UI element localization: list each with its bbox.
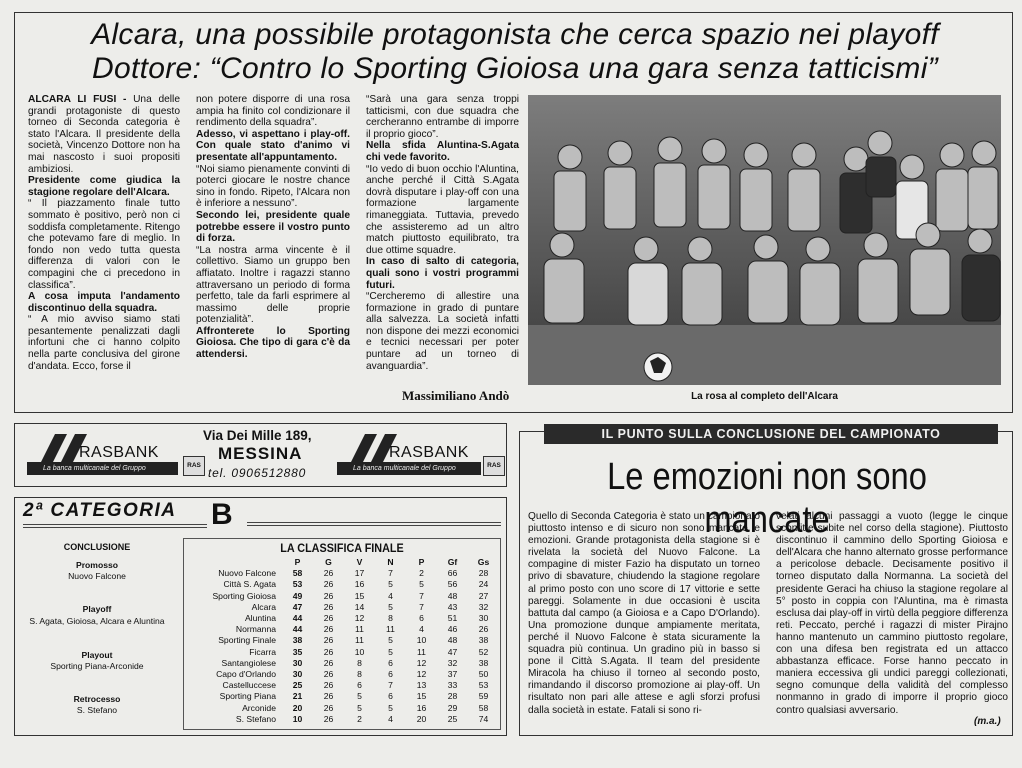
stat-cell: 26 [323, 635, 334, 646]
stat-cell: 25 [292, 680, 303, 691]
team-name: Ficarra [249, 646, 276, 657]
stat-cell: 2 [419, 568, 424, 579]
table-row [188, 613, 499, 624]
stat-cell: 26 [323, 680, 334, 691]
paragraph [28, 198, 180, 290]
paragraph [28, 314, 180, 371]
ad-phone: tel. 0906512880 [208, 466, 307, 480]
author-signature: Massimiliano Andò [402, 388, 510, 403]
column-header: Gf [447, 557, 458, 567]
ad-tagline-right: La banca multicanale del Gruppo [337, 462, 481, 475]
category-box [14, 497, 507, 736]
stat-cell: 17 [354, 568, 365, 579]
stat-cell: 15 [416, 691, 427, 702]
stat-cell: 37 [447, 669, 458, 680]
playout-value: Sporting Piana-Arconide [50, 661, 144, 671]
table-row [188, 568, 499, 579]
table-row [188, 647, 499, 658]
ad-brand-left: RASBANK [79, 444, 159, 461]
team-name: Aluntina [244, 613, 276, 624]
stat-cell: 20 [416, 713, 427, 724]
paragraph [366, 94, 519, 140]
ad-brand-right: RASBANK [389, 444, 469, 461]
stat-cell: 10 [354, 646, 365, 657]
article-column-3 [366, 94, 519, 372]
stat-cell: 7 [388, 568, 393, 579]
paragraph-text: “La nostra arma vincente è il collettivo. Siamo un gruppo ben affiatato. Inoltre i ragazzi stanno attraversano un periodo di forma perfetto, tale da farli esprimere al massimo delle proprie potenzialità”. [196, 244, 350, 326]
stat-cell: 4 [388, 713, 393, 724]
stat-cell: 11 [386, 624, 395, 635]
ad-tagline-left: La banca multicanale del Gruppo [27, 462, 178, 475]
team-name: Arconide [242, 702, 276, 713]
column-header: V [356, 557, 363, 567]
paragraph-bold: In caso di salto di categoria, quali sono i vostri programmi futuri. [366, 256, 519, 291]
paragraph-text: “ A mio avviso siamo stati pesantemente penalizzati dagli infortuni che ci hanno colpito nella parte conclusiva del girone d'andata. Ecco, forse il [28, 314, 180, 372]
stat-cell: 28 [447, 691, 458, 702]
paragraph [366, 256, 519, 290]
kicker-banner [544, 424, 998, 444]
column-header: P [294, 557, 301, 567]
stat-cell: 28 [478, 568, 489, 579]
stat-cell: 26 [323, 713, 334, 724]
stat-cell: 12 [416, 669, 427, 680]
playoff-label: Playoff [82, 604, 112, 614]
kicker-text: IL PUNTO SULLA CONCLUSIONE DEL CAMPIONATO [601, 427, 941, 441]
ad-badge-left: RAS [183, 456, 205, 476]
paragraph-text: non potere disporre di una rosa ampia ha finito col condizionare il rendimento della squadra”. [196, 94, 350, 129]
stat-cell: 6 [388, 669, 393, 680]
paragraph-bold: ALCARA LI FUSI - [28, 94, 134, 105]
stat-cell: 15 [354, 590, 365, 601]
stat-cell: 26 [323, 568, 334, 579]
stat-cell: 8 [357, 669, 362, 680]
stat-cell: 26 [323, 579, 334, 590]
stat-cell: 32 [447, 657, 458, 668]
stat-cell: 8 [388, 613, 393, 624]
ad-banner [14, 423, 507, 487]
stat-cell: 53 [478, 680, 489, 691]
category-title: 2ª CATEGORIA [23, 500, 177, 521]
stat-cell: 53 [292, 579, 303, 590]
stat-cell: 46 [447, 624, 458, 635]
stat-cell: 4 [419, 624, 424, 635]
stat-cell: 5 [388, 702, 393, 713]
stat-cell: 50 [478, 669, 489, 680]
stat-cell: 7 [419, 590, 424, 601]
stat-cell: 5 [388, 635, 393, 646]
team-name: Sporting Piana [219, 691, 276, 702]
paragraph [366, 164, 519, 256]
retrocesso-value: S. Stefano [76, 705, 118, 715]
stat-cell: 5 [357, 691, 362, 702]
stat-cell: 27 [478, 590, 489, 601]
stat-cell: 29 [447, 702, 458, 713]
standings-title: LA CLASSIFICA FINALE [280, 541, 404, 555]
stat-cell: 5 [419, 579, 424, 590]
stat-cell: 7 [388, 680, 393, 691]
team-name: Nuovo Falcone [218, 568, 276, 579]
stat-cell: 38 [478, 635, 489, 646]
team-name: Capo d'Orlando [216, 669, 276, 680]
team-name: Sporting Finale [218, 635, 276, 646]
right-signature: (m.a.) [974, 716, 1001, 727]
team-name: Sporting Gioiosa [212, 590, 276, 601]
paragraph-text: “ Il piazzamento finale tutto sommato è positivo, però non ci soddisfa completamente. Ritengo che potevamo fare di meglio. In fondo non vedo tutta questa differenza di valori con le compagini che ci precedono in classifica”. [28, 198, 180, 291]
right-column-1: Quello di Seconda Categoria è stato un campionato piuttosto intenso e di sicuro non sono mancate le emozioni. Grande protagonista della stagione si è rivelata la società del Nuovo Falcone. La compagine di mister Fazio ha disputato un torneo privo di sbavature, chiudendo la stagione regolare al primo posto con uno score di 17 vittorie e sette pareggi. Solamente in due occasioni è uscita battuta dal campo (a Gioiosa e a Capo D'Orlando). Una promozione dunque ampiamente meritata, perché il Nuovo Falcone è stata sicuramente la squadra più continua. Un gradino più in basso si pone il Città S.Agata. Il team del presidente Miracola ha chiuso il torneo al secondo posto, rimandando il discorso promozione ai play-off. Un risultato non pari alle attese e agli sforzi profusi dalla società in estate. Fatali si sono ri- [528, 511, 760, 716]
stat-cell: 48 [447, 635, 458, 646]
stat-cell: 56 [447, 579, 458, 590]
paragraph [366, 140, 519, 163]
table-row [188, 602, 499, 613]
stat-cell: 58 [478, 702, 489, 713]
table-row [188, 624, 499, 635]
paragraph [196, 94, 350, 128]
standings-header-row [188, 557, 499, 568]
promosso-label: Promosso [75, 560, 119, 570]
stat-cell: 26 [323, 657, 334, 668]
stat-cell: 6 [388, 691, 393, 702]
stat-cell: 24 [478, 579, 489, 590]
ad-address: Via Dei Mille 189, [203, 428, 312, 443]
category-rule-right [247, 520, 501, 526]
stat-cell: 48 [447, 590, 458, 601]
stat-cell: 26 [323, 613, 334, 624]
stat-cell: 44 [292, 613, 303, 624]
stat-cell: 26 [323, 601, 334, 612]
paragraph-text: Una delle grandi protagoniste di questo torneo di Seconda categoria è stato l'Alcara. Il presidente della società, Vincenzo Dottore non ha mai nascosto i suoi propositi ambiziosi. [28, 94, 180, 175]
paragraph-bold: Presidente come giudica la stagione regolare dell'Alcara. [28, 175, 180, 198]
stat-cell: 59 [478, 691, 489, 702]
stat-cell: 49 [292, 590, 303, 601]
team-name: Normanna [235, 624, 276, 635]
paragraph [28, 291, 180, 314]
headline-1: Alcara, una possibile protagonista che cerca spazio nei playoff [91, 18, 939, 51]
stat-cell: 5 [357, 702, 362, 713]
article-column-1 [28, 94, 180, 372]
stat-cell: 58 [292, 568, 303, 579]
stat-cell: 16 [416, 702, 427, 713]
column-header: P [418, 557, 425, 567]
paragraph-bold: Affronterete lo Sporting Gioiosa. Che tipo di gara c'è da attendersi. [196, 325, 350, 361]
ad-city: MESSINA [218, 444, 303, 463]
paragraph-text: “Sarà una gara senza troppi tatticismi, con due squadra che cercheranno entrambe di imporre il proprio gioco”. [366, 94, 519, 140]
team-name: S. Stefano [235, 713, 276, 724]
paragraph-bold: A cosa imputa l'andamento discontinuo della squadra. [28, 291, 180, 314]
paragraph [196, 164, 350, 210]
right-headline: Le emozioni non sono mancate [607, 456, 927, 541]
playout-label: Playout [81, 650, 113, 660]
stat-cell: 26 [478, 624, 489, 635]
stat-cell: 12 [416, 657, 427, 668]
paragraph [28, 94, 180, 175]
stat-cell: 12 [354, 613, 365, 624]
paragraph [196, 245, 350, 326]
team-name: Castelluccese [222, 680, 276, 691]
stat-cell: 11 [417, 646, 426, 657]
paragraph-bold: Nella sfida Aluntina-S.Agata chi vede favorito. [366, 140, 519, 163]
stat-cell: 30 [292, 657, 303, 668]
stat-cell: 30 [292, 669, 303, 680]
stat-cell: 5 [388, 579, 393, 590]
stat-cell: 52 [478, 646, 489, 657]
column-header: Gs [477, 557, 490, 567]
ad-logo-right [337, 430, 507, 472]
promosso-value: Nuovo Falcone [68, 571, 126, 581]
paragraph-bold: Adesso, vi aspettano i play-off. Con quale stato d'animo vi presentate all'appuntamento. [196, 128, 350, 163]
stat-cell: 74 [478, 713, 489, 724]
stat-cell: 47 [292, 601, 303, 612]
stat-cell: 16 [354, 579, 365, 590]
paragraph [366, 291, 519, 372]
stat-cell: 11 [355, 624, 364, 635]
column-header: G [325, 557, 332, 567]
stat-cell: 6 [357, 680, 362, 691]
team-name: Santangiolese [221, 657, 276, 668]
table-row [188, 714, 499, 725]
photo-caption: La rosa al completo dell'Alcara [691, 391, 838, 402]
article-column-2 [196, 94, 350, 361]
stat-cell: 6 [388, 657, 393, 668]
stat-cell: 44 [292, 624, 303, 635]
retrocesso-label: Retrocesso [73, 694, 121, 704]
conclusione-heading: CONCLUSIONE [63, 542, 131, 552]
stat-cell: 35 [292, 646, 303, 657]
table-row [188, 680, 499, 691]
stat-cell: 21 [292, 691, 303, 702]
headline-2: Dottore: “Contro lo Sporting Gioiosa una gara senza tatticismi” [92, 52, 938, 85]
stat-cell: 14 [354, 601, 365, 612]
stat-cell: 26 [323, 646, 334, 657]
standings-table [188, 557, 499, 725]
stat-cell: 26 [323, 702, 334, 713]
playoff-value: S. Agata, Gioiosa, Alcara e Aluntina [29, 616, 165, 626]
stat-cell: 25 [447, 713, 458, 724]
team-photo [528, 95, 1001, 385]
paragraph-text: “Noi siamo pienamente convinti di poterci giocare le nostre chance sino in fondo. Ripeto, l'Alcara non è inferiore a nessuno”. [196, 163, 350, 210]
stat-cell: 13 [416, 680, 427, 691]
stat-cell: 10 [292, 713, 303, 724]
table-row [188, 591, 499, 602]
stat-cell: 38 [478, 657, 489, 668]
stat-cell: 51 [447, 613, 458, 624]
stat-cell: 26 [323, 590, 334, 601]
stat-cell: 26 [323, 624, 334, 635]
stat-cell: 32 [478, 601, 489, 612]
ad-logo-left [27, 430, 205, 472]
table-row [188, 691, 499, 702]
team-header [188, 557, 282, 568]
team-name: Alcara [251, 601, 276, 612]
right-column-2: velati alcuni passaggi a vuoto (legge le cinque sconfitte subite nel corso della stagione). Piuttosto discontinuo il cammino dello Sporting Gioiosa e dell'Alcara che hanno alternato grosse performance a pericolose debacle. Decisamente positivo il torneo disputato dalla Normanna. La società del presidente Geraci ha chiuso la stagione regolare al 5° posto in coppia con l'Aluntina, ma è rimasta esclusa dai play-off in virtù della peggiore differenza reti. Peccato, perché i ragazzi di mister Pirajno hanno mantenuto un cammino piuttosto regolare, con una difesa ben registrata ed un attacco abbastanza efficace. Forse hanno peccato in maniera eccessiva gli undici pareggi collezionati, segno comunque della validità del complesso nonmanno in grado di imporre il proprio gioco contro qualsiasi avversario. [776, 511, 1008, 716]
stat-cell: 11 [355, 635, 364, 646]
stat-cell: 5 [388, 646, 393, 657]
stat-cell: 66 [447, 568, 458, 579]
stat-cell: 7 [419, 601, 424, 612]
stat-cell: 20 [292, 702, 303, 713]
paragraph [28, 175, 180, 198]
category-letter: B [211, 498, 233, 531]
column-header: N [387, 557, 394, 567]
stat-cell: 6 [419, 613, 424, 624]
stat-cell: 26 [323, 669, 334, 680]
paragraph [196, 210, 350, 244]
team-photo-drawing [528, 95, 1001, 385]
table-row [188, 669, 499, 680]
stat-cell: 26 [323, 691, 334, 702]
table-row [188, 658, 499, 669]
stat-cell: 30 [478, 613, 489, 624]
stat-cell: 4 [388, 590, 393, 601]
stat-cell: 33 [447, 680, 458, 691]
paragraph [196, 129, 350, 163]
table-row [188, 635, 499, 646]
table-row [188, 579, 499, 590]
standings-panel [183, 538, 501, 730]
table-row [188, 703, 499, 714]
paragraph-text: “Io vedo di buon occhio l'Aluntina, anche perché il Città S.Agata dovrà disputare i play-off con una formazione largamente rimaneggiata. Tuttavia, prevedo che assisteremo ad un altro match piuttosto equilibrato, tra due ottime squadre. [366, 163, 519, 256]
category-rule-left [23, 522, 207, 528]
paragraph-bold: Secondo lei, presidente quale potrebbe essere il vostro punto di forza. [196, 209, 350, 245]
stat-cell: 2 [357, 713, 362, 724]
stat-cell: 5 [388, 601, 393, 612]
paragraph-text: “Cercheremo di allestire una formazione in grado di puntare alla salvezza. La società infatti non dispone dei mezzi economici e tecnici necessari per poter puntare ad un torneo di avanguardia”. [366, 291, 519, 372]
stat-cell: 10 [416, 635, 427, 646]
team-name: Città S. Agata [223, 579, 276, 590]
ad-badge-right: RAS [483, 456, 505, 476]
stat-cell: 38 [292, 635, 303, 646]
paragraph [196, 326, 350, 360]
stat-cell: 43 [447, 601, 458, 612]
stat-cell: 47 [447, 646, 458, 657]
stat-cell: 8 [357, 657, 362, 668]
